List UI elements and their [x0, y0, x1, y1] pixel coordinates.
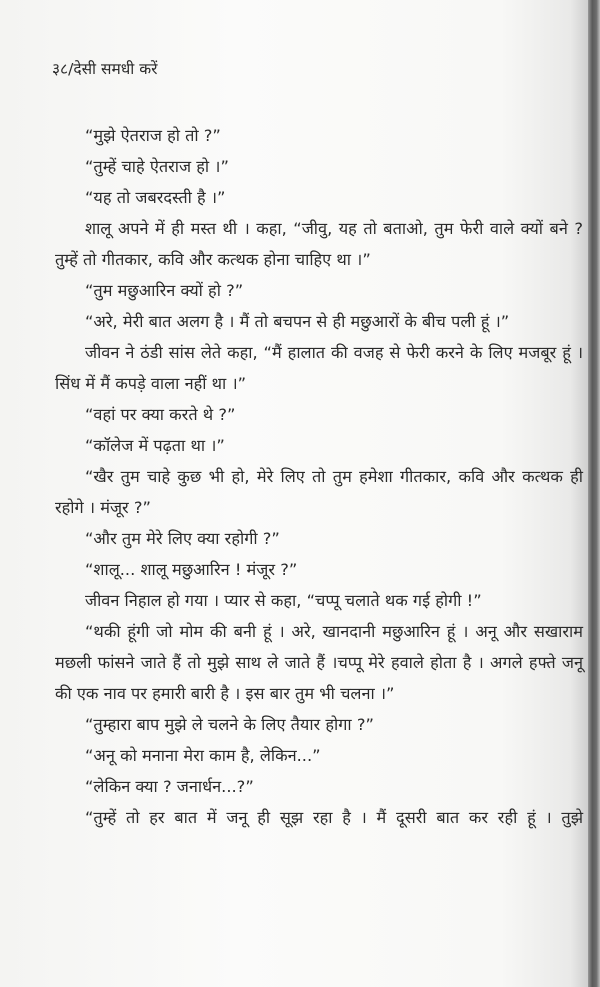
paragraph: “शालू... शालू मछुआरिन ! मंजूर ?” — [85, 560, 298, 579]
book-binding-edge — [588, 0, 600, 987]
paragraph: “तुम्हें चाहे ऐतराज हो ।” — [85, 157, 229, 176]
paragraph: “और तुम मेरे लिए क्या रहोगी ?” — [85, 529, 280, 548]
page-body — [55, 120, 583, 833]
paragraph: “खैर तुम चाहे कुछ भी हो, मेरे लिए तो तुम हमेशा गीतकार, कवि और कत्थक ही रहोगे । मंजूर ?” — [55, 467, 583, 517]
paragraph: “थकी हूंगी जो मोम की बनी हूं । अरे, खानदानी मछुआरिन हूं । अनू और सखाराम मछली फांसने जाते हैं तो मुझे साथ ले जाते हैं ।चप्पू मेरे हवाले होता है । अगले हफ्ते जनू की एक नाव पर हमारी बारी है । इस बार तुम भी चलना ।” — [55, 622, 583, 703]
paragraph: “कॉलेज में पढ़ता था ।” — [85, 436, 225, 455]
paragraph: शालू अपने में ही मस्त थी । कहा, “जीवु, यह तो बताओ, तुम फेरी वाले क्यों बने ? तुम्हें तो गीतकार, कवि और कत्थक होना चाहिए था ।” — [55, 219, 583, 269]
paragraph: “मुझे ऐतराज हो तो ?” — [85, 126, 221, 145]
paragraph: “लेकिन क्या ? जनार्धन...?” — [85, 777, 254, 796]
paragraph: “तुम्हें तो हर बात में जनू ही सूझ रहा है । मैं दूसरी बात कर रही हूं । तुझे — [85, 808, 583, 827]
paragraph: “वहां पर क्या करते थे ?” — [85, 405, 236, 424]
paragraph: जीवन ने ठंडी सांस लेते कहा, “मैं हालात की वजह से फेरी करने के लिए मजबूर हूं । सिंध में मैं कपड़े वाला नहीं था ।” — [55, 343, 583, 393]
paragraph: “अरे, मेरी बात अलग है । मैं तो बचपन से ही मछुआरों के बीच पली हूं ।” — [85, 312, 510, 331]
paragraph: “तुम्हारा बाप मुझे ले चलने के लिए तैयार होगा ?” — [85, 715, 374, 734]
paragraph: “अनू को मनाना मेरा काम है, लेकिन...” — [85, 746, 321, 765]
running-header: ३८/देसी समधी करें — [52, 60, 158, 78]
paragraph: “तुम मछुआरिन क्यों हो ?” — [85, 281, 244, 300]
paragraph: “यह तो जबरदस्ती है ।” — [85, 188, 226, 207]
paragraph: जीवन निहाल हो गया । प्यार से कहा, “चप्पू चलाते थक गई होगी !” — [85, 591, 482, 610]
